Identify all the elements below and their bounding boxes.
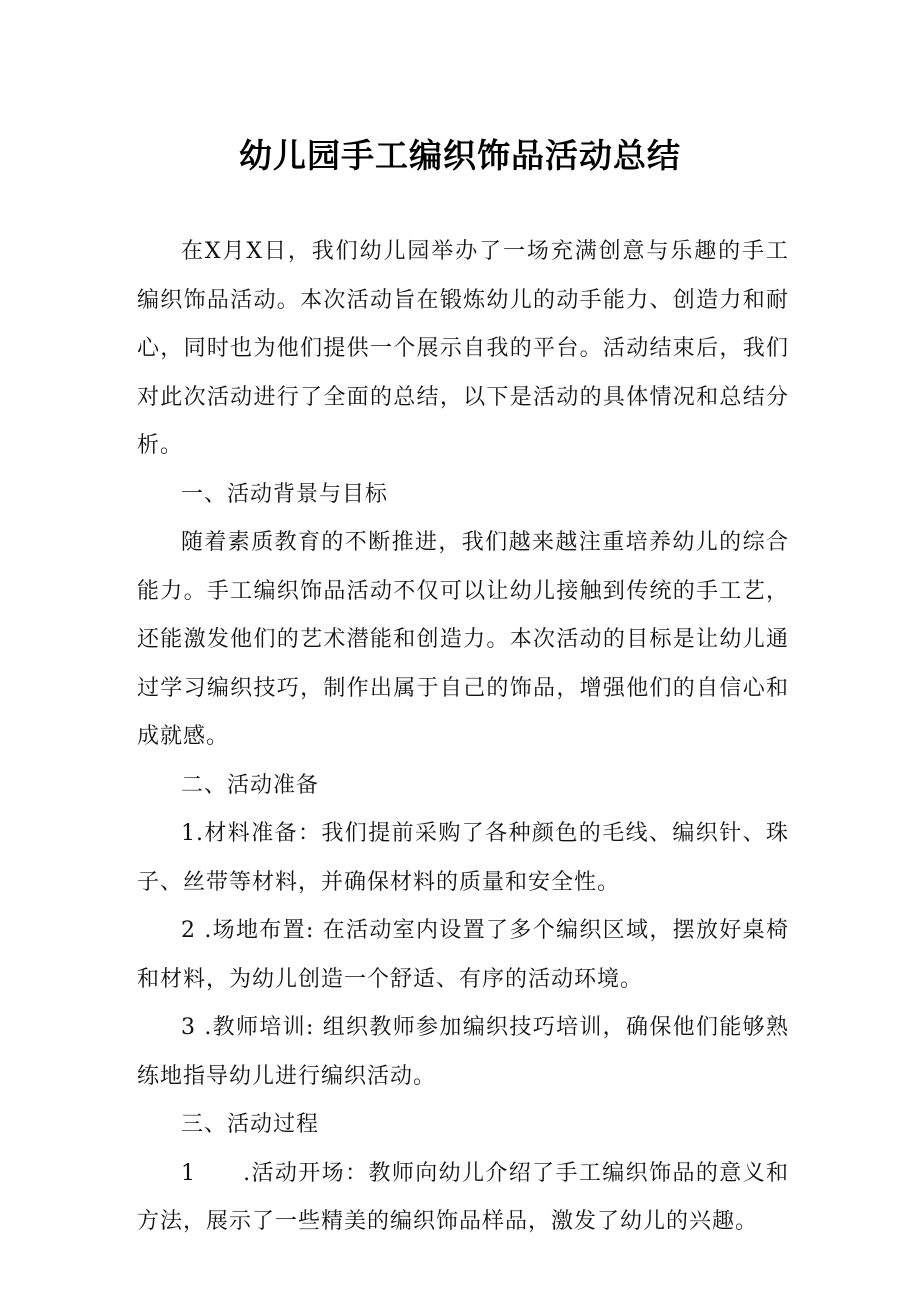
- process-item-opening: 1 .活动开场：教师向幼儿介绍了手工编织饰品的意义和方法，展示了一些精美的编织饰品样品，激发了幼儿的兴趣。: [137, 1160, 789, 1234]
- section-background-paragraph: 随着素质教育的不断推进，我们越来越注重培养幼儿的综合能力。手工编织饰品活动不仅可以让幼儿接触到传统的手工艺，还能激发他们的艺术潜能和创造力。本次活动的目标是让幼儿通过学习编织技巧，制作出属于自己的饰品，增强他们的自信心和成就感。: [137, 530, 789, 749]
- section-heading-background: 一、活动背景与目标: [181, 481, 389, 507]
- document-body: [137, 228, 789, 1247]
- section-heading-preparation: 二、活动准备: [181, 772, 320, 798]
- document-title: 幼儿园手工编织饰品活动总结: [239, 136, 681, 175]
- intro-paragraph: 在X月X日，我们幼儿园举办了一场充满创意与乐趣的手工编织饰品活动。本次活动旨在锻炼幼儿的动手能力、创造力和耐心，同时也为他们提供一个展示自我的平台。活动结束后，我们对此次活动进行了全面的总结，以下是活动的具体情况和总结分析。: [137, 239, 789, 458]
- section-heading-process: 三、活动过程: [181, 1112, 320, 1137]
- preparation-item-materials: 1.材料准备：我们提前采购了各种颜色的毛线、编织针、珠子、丝带等材料，并确保材料的质量和安全性。: [137, 821, 789, 895]
- preparation-item-training: 3 .教师培训: 组织教师参加编织技巧培训，确保他们能够熟练地指导幼儿进行编织活动。: [137, 1015, 789, 1089]
- preparation-item-venue: 2 .场地布置: 在活动室内设置了多个编织区域，摆放好桌椅和材料，为幼儿创造一个舒适、有序的活动环境。: [137, 918, 789, 992]
